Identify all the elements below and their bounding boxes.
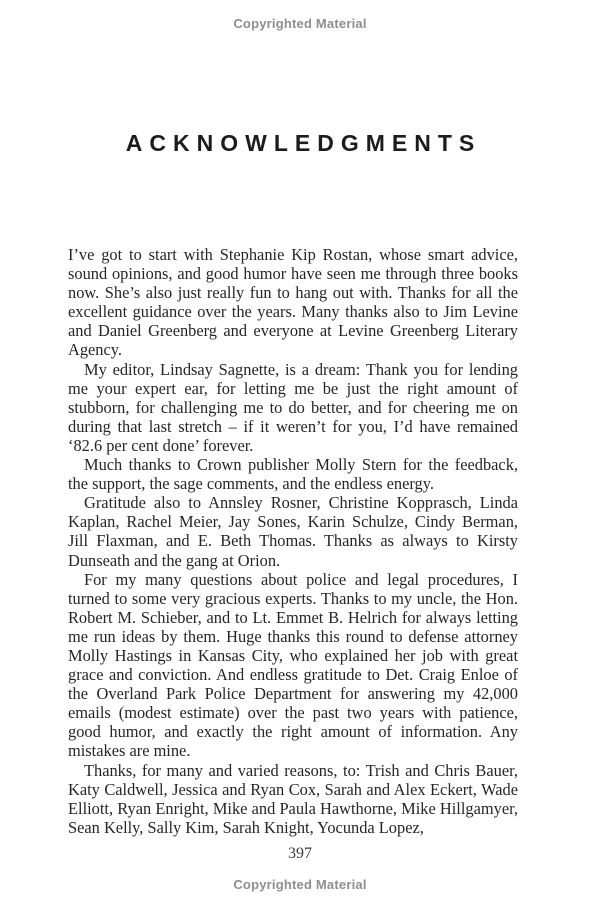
page-number: 397: [288, 845, 312, 862]
copyright-notice-top: Copyrighted Material: [233, 16, 367, 31]
page-title: ACKNOWLEDGMENTS: [125, 130, 482, 157]
acknowledgments-text: [68, 245, 518, 841]
paragraph: Gratitude also to Annsley Rosner, Christine Kopprasch, Linda Kaplan, Rachel Meier, Jay Sones, Karin Schulze, Cindy Berman, Jill Flaxman, and E. Beth Thomas. Thanks as always to Kirsty Dunseath and the gang at Orion.: [68, 493, 518, 570]
paragraph: Much thanks to Crown publisher Molly Stern for the feedback, the support, the sage comments, and the endless energy.: [68, 455, 518, 494]
paragraph: My editor, Lindsay Sagnette, is a dream: Thank you for lending me your expert ear, for letting me be just the right amount of stubborn, for challenging me to do better, and for cheering me on during that last stretch – if it weren’t for you, I’d have remained ‘82.6 per cent done’ forever.: [68, 359, 518, 455]
paragraph: Thanks, for many and varied reasons, to: Trish and Chris Bauer, Katy Caldwell, Jessica and Ryan Cox, Sarah and Alex Eckert, Wade Elliott, Ryan Enright, Mike and Paula Hawthorne, Mike Hillgamyer, Sean Kelly, Sally Kim, Sarah Knight, Yocunda Lopez,: [68, 760, 518, 837]
paragraph: I’ve got to start with Stephanie Kip Rostan, whose smart advice, sound opinions, and good humor have seen me through three books now. She’s also just really fun to hang out with. Thanks for all the excellent guidance over the years. Many thanks also to Jim Levine and Daniel Greenberg and everyone at Levine Greenberg Literary Agency.: [68, 245, 518, 360]
copyright-notice-bottom: Copyrighted Material: [233, 877, 367, 892]
paragraph: For my many questions about police and legal procedures, I turned to some very gracious experts. Thanks to my uncle, the Hon. Robert M. Schieber, and to Lt. Emmet B. Helrich for always letting me run ideas by them. Huge thanks this round to defense attorney Molly Hastings in Kansas City, who explained her job with great grace and conviction. And endless gratitude to Det. Craig Enloe of the Overland Park Police Department for answering my 42,000 emails (modest estimate) over the past two years with patience, good humor, and exactly the right amount of information. Any mistakes are mine.: [68, 569, 518, 761]
